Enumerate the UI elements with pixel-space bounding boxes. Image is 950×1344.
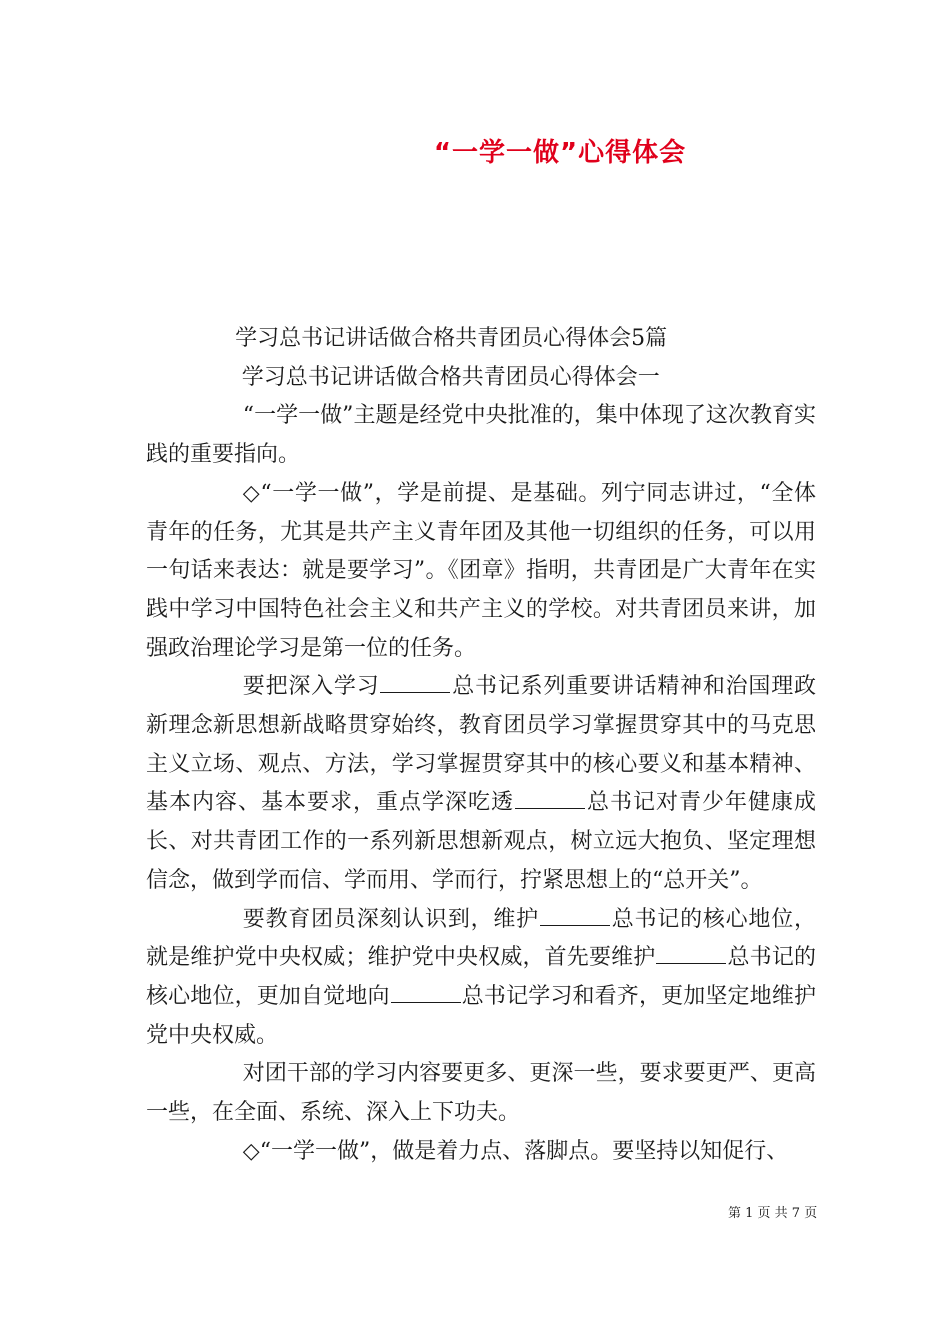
page-number-footer: 第 1 页 共 7 页 [728,1206,818,1221]
document-title: “一学一做”心得体会 [433,138,687,168]
paragraph: ◇“一学一做”，学是前提、是基础。列宁同志讲过，“全体青年的任务，尤其是共产主义青年团及其他一切组织的任务，可以用一句话来表达：就是要学习”。《团章》指明，共青团是广大青年在实践中学习中国特色社会主义和共产主义的学校。对共青团员来讲，加强政治理论学习是第一位的任务。 [146,480,816,661]
text-run: 总书记学习和看齐，更加坚定地维护党中央权威。 [146,983,816,1048]
text-run: 总书记对青少年健康成长、对共青团工作的一系列新思想新观点，树立远大抱负、坚定理想信念，做到学而信、学而用、学而行，拧紧思想上的“总开关”。 [146,790,816,893]
document-body [146,320,816,1171]
paragraph: “一学一做”主题是经党中央批准的，集中体现了这次教育实践的重要指向。 [146,403,816,468]
paragraph [146,668,816,900]
redacted-blank [540,903,610,926]
text-run: 总书记的核心地位，更加自觉地向 [146,945,816,1009]
text-run: 要教育团员深刻认识到，维护 [242,906,539,932]
redacted-blank [656,941,726,964]
paragraph-subtitle: 学习总书记讲话做合格共青团员心得体会5篇 [235,326,668,351]
text-run: 要把深入学习 [242,674,380,700]
text-run: 总书记的核心地位，就是维护党中央权威；维护党中央权威，首先要维护 [146,906,816,971]
text-run: 总书记系列重要讲话精神和治国理政新理念新思想新战略贯穿始终，教育团员学习掌握贯穿其中的马克思主义立场、观点、方法，学习掌握贯穿其中的核心要义和基本精神、基本内容、基本要求，重点学深吃透 [146,674,816,816]
redacted-blank [515,786,585,809]
redacted-blank [391,980,461,1003]
paragraph: ◇“一学一做”，做是着力点、落脚点。要坚持以知促行、 [242,1138,789,1164]
paragraph: 对团干部的学习内容要更多、更深一些，要求要更严、更高一些，在全面、系统、深入上下功夫。 [146,1061,816,1126]
paragraph-section-heading: 学习总书记讲话做合格共青团员心得体会一 [241,364,660,390]
paragraph [146,901,816,1056]
redacted-blank [380,670,450,693]
